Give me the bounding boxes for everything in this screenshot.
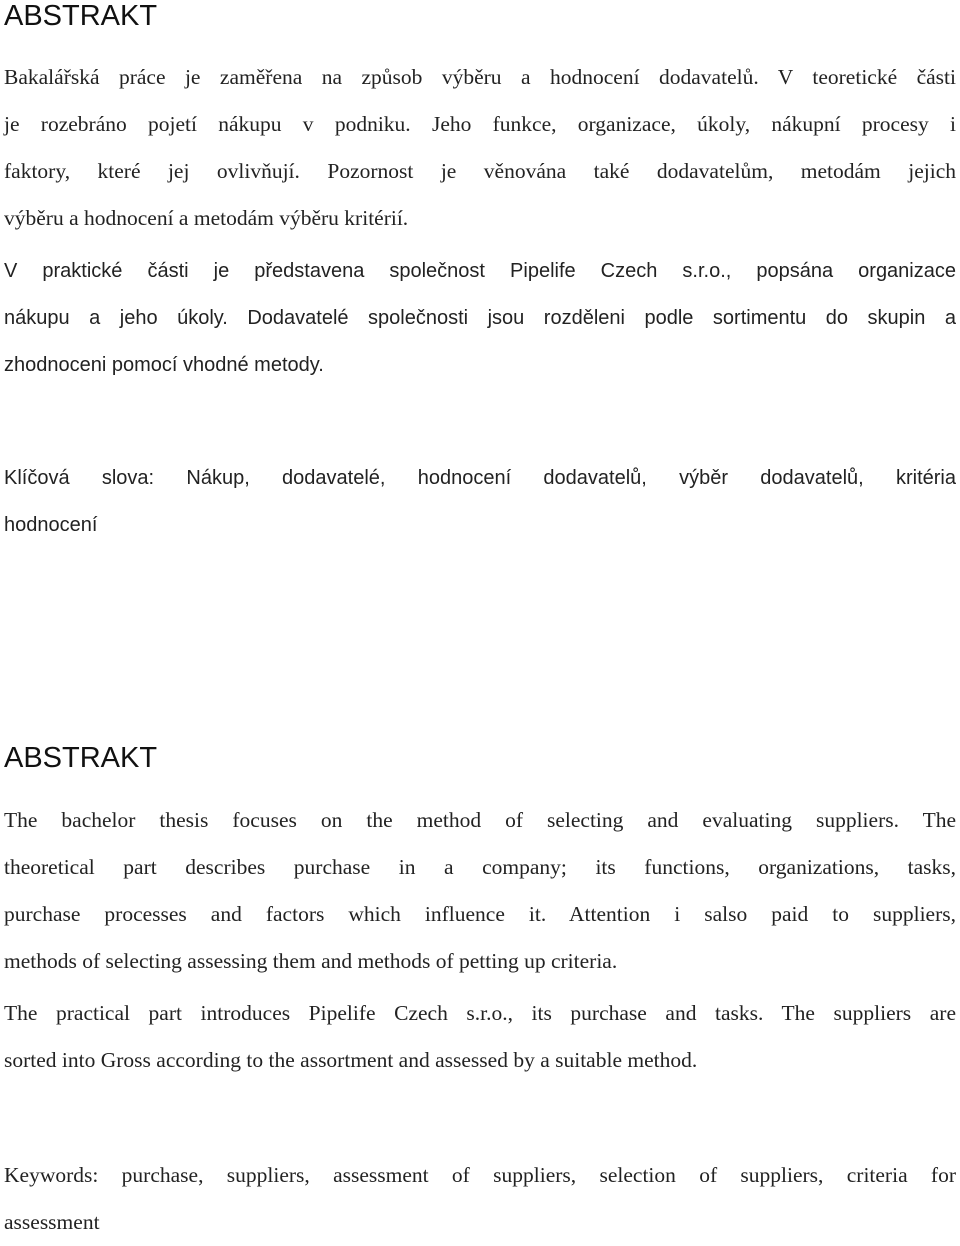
text-line: Klíčová slova: Nákup, dodavatelé, hodnocení dodavatelů, výběr dodavatelů, kritéria xyxy=(4,467,956,489)
text-line: methods of selecting assessing them and methods of petting up criteria. xyxy=(4,949,618,973)
text-line: je rozebráno pojetí nákupu v podniku. Jeho funkce, organizace, úkoly, nákupní procesy i xyxy=(4,112,956,136)
text-line: The bachelor thesis focuses on the method of selecting and evaluating suppliers. The xyxy=(4,808,956,832)
czech-keywords xyxy=(4,455,956,549)
text-line: V praktické části je představena společnost Pipelife Czech s.r.o., popsána organizace xyxy=(4,260,956,282)
text-line: theoretical part describes purchase in a company; its functions, organizations, tasks, xyxy=(4,855,956,879)
english-keywords xyxy=(4,1152,956,1246)
english-abstract-heading: ABSTRAKT xyxy=(4,742,158,774)
english-abstract-paragraph-2 xyxy=(4,990,956,1084)
text-line: The practical part introduces Pipelife Czech s.r.o., its purchase and tasks. The suppliers are xyxy=(4,1001,956,1025)
text-line: nákupu a jeho úkoly. Dodavatelé společnosti jsou rozděleni podle sortimentu do skupin a xyxy=(4,307,956,329)
english-abstract-paragraph-1 xyxy=(4,797,956,985)
text-line: faktory, které jej ovlivňují. Pozornost je věnována také dodavatelům, metodám jejich xyxy=(4,159,956,183)
text-line: hodnocení xyxy=(4,514,98,536)
text-line: sorted into Gross according to the assortment and assessed by a suitable method. xyxy=(4,1048,698,1072)
text-line: Keywords: purchase, suppliers, assessment of suppliers, selection of suppliers, criteria for xyxy=(4,1163,956,1187)
text-line: purchase processes and factors which influence it. Attention i salso paid to suppliers, xyxy=(4,902,956,926)
text-line: assessment xyxy=(4,1210,100,1234)
text-line: zhodnoceni pomocí vhodné metody. xyxy=(4,354,324,376)
czech-abstract-paragraph-1 xyxy=(4,54,956,242)
text-line: výběru a hodnocení a metodám výběru kritérií. xyxy=(4,206,409,230)
czech-abstract-paragraph-2 xyxy=(4,248,956,389)
text-line: Bakalářská práce je zaměřena na způsob výběru a hodnocení dodavatelů. V teoretické části xyxy=(4,65,956,89)
czech-abstract-heading: ABSTRAKT xyxy=(4,0,158,32)
